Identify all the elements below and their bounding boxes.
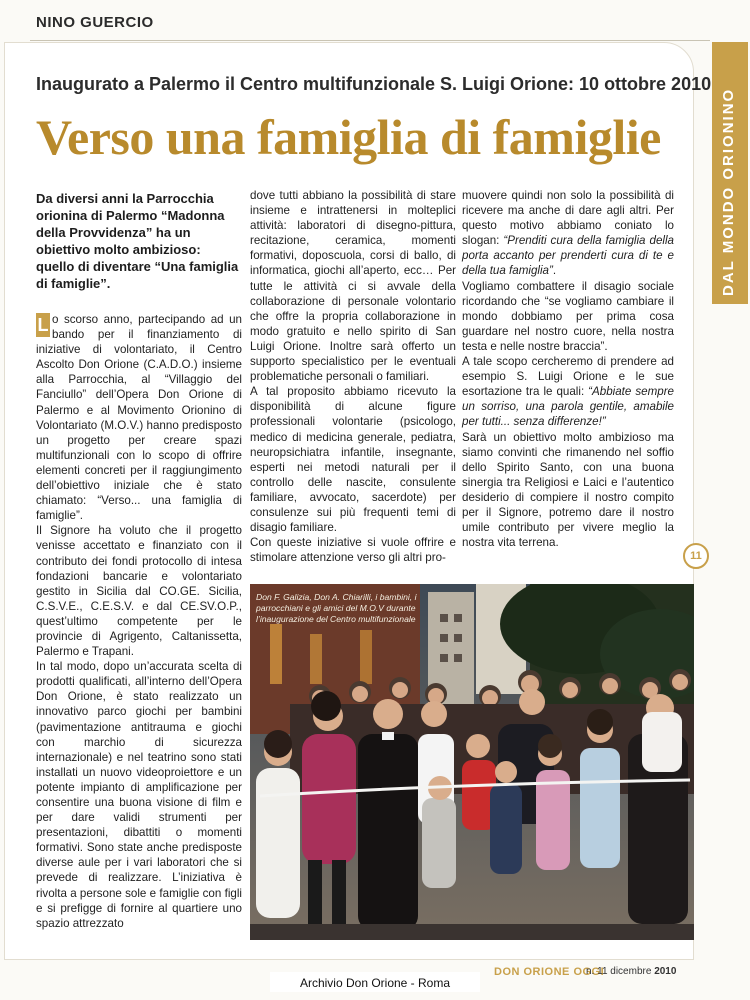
paragraph: In tal modo, dopo un’accurata scelta di prodotti qualificati, all’interno dell’Opera Don Orione, è stato realizzato un innovativo parco giochi per bambini (pavimentazione antitrauma e giochi con marchio di sicurezza internazionale) e nel teatrino sono stati installati un nuovo videoproiettore e un potente impianto di amplificazione per consentire una buona visione di film e per dare validi strumenti per presentazioni, dibattiti o momenti formativi. Sono state anche predisposte diverse aule per i vari laboratori che si prevede di realizzare. L’iniziativa è rivolta a persone sole e famiglie con figli e si prefigge di fornire al quartiere uno spazio attrezzato	[36, 660, 242, 930]
article-headline: Verso una famiglia di famiglie	[36, 109, 661, 165]
orione-quote: “Abbiate sempre un sorriso, una parola gentile, amabile per tutti... senza differenze!”	[462, 385, 675, 429]
paragraph-text: A tale scopo cercheremo di prendere ad esempio S. Luigi Orione e le sue esortazione tra le quali:	[462, 355, 674, 399]
text-column-1	[36, 312, 242, 931]
paragraph: A tal proposito abbiamo ricevuto la disponibilità di alcune figure professionali volontarie (psicologo, medico di medicina generale, pediatra, neuropsichiatra infantile, insegnante, esperti nei metodi naturali per il controllo delle nascite, consulente familiare, avvocato, sacerdote) per consulenze sui più frequenti temi di disagio familiare.	[250, 385, 456, 535]
issue-year: 2010	[654, 966, 677, 977]
paragraph-text: muovere quindi non solo la possibilità di ricevere ma anche di dare agli altri. Per questo motivo abbiamo coniato lo slogan:	[462, 189, 674, 248]
paragraph: dove tutti abbiano la possibilità di stare insieme e intrattenersi in molteplici attività: laboratori di disegno-pittura, recitazione, ceramica, momenti formativi, doposcuola, corsi di ballo, di informatica, giochi all’aperto, ecc… Per tutte le attività ci si avvale della collaborazione di personale volontario che offre la propria collaborazione in modo gratuito e nello spirito di San Luigi Orione. Inoltre sarà offerto un supporto specialistico per le eventuali problematiche personali o familiari.	[250, 189, 456, 384]
paragraph: Vogliamo combattere il disagio sociale ricordando che “se vogliamo cambiare il mondo dobbiamo per prima cosa guardare nel nostro cuore, nella nostra testa e nelle nostre braccia”.	[462, 279, 674, 353]
event-subtitle: Inaugurato a Palermo il Centro multifunzionale S. Luigi Orione: 10 ottobre 2010	[36, 74, 712, 94]
article-lead: Da diversi anni la Parrocchia orionina di Palermo “Madonna della Provvidenza” ha un obiettivo molto ambizioso: quello di diventare “Una famiglia di famiglie”.	[36, 191, 239, 291]
paragraph-text: .	[552, 264, 557, 278]
header-rule	[30, 40, 710, 41]
paragraph: Sarà un obiettivo molto ambizioso ma siamo convinti che rimanendo nel soffio dello Spirito Santo, con una buona sinergia tra Religiosi e Laici e l’autentico desiderio di compiere il nostro compito per il Signore, potremo dare il nostro umile contributo per vivere meglio la nostra vita terrena.	[462, 430, 674, 550]
slogan-quote: “Prenditi cura della famiglia della porta accanto per prenderti cura di te e della tua famiglia”	[462, 234, 674, 278]
paragraph	[462, 188, 674, 279]
paragraph: Il Signore ha voluto che il progetto venisse accettato e finanziato con il contributo dei fondi protocollo di intesa fondazioni bancarie e volontariato gestito in Sicilia dal CO.GE. Sicilia, C.S.V.E., C.E.S.V. e dal CE.SV.O.P., quest’ultimo competente per le provincie di Agrigento, Caltanissetta, Palermo e Trapani.	[36, 524, 242, 659]
inauguration-photo	[250, 584, 694, 940]
paragraph-text: o scorso anno, partecipando ad un bando per il finanziamento di iniziative di volontariato, il Centro Ascolto Don Orione (C.A.D.O.) insieme alla Parrocchia, al “Villaggio del Fanciullo” dell’Opera Don Orione di Palermo e al Movimento Orionino di Volontariato (M.O.V.) hanno predisposto un progetto per creare spazi multifunzionali con lo scopo di offrire elementi concreti per il raggiungimento dell’obiettivo iniziale che è stato chiamato: “Verso... una famiglia di famiglie”.	[36, 313, 242, 523]
author-name: NINO GUERCIO	[36, 14, 154, 31]
photo-illustration	[250, 584, 694, 940]
paragraph	[36, 312, 242, 523]
paragraph: Con queste iniziative si vuole offrire e stimolare attenzione verso gli altri pro-	[250, 536, 456, 565]
photo-caption: Don F. Galizia, Don A. Chiarilli, i bambini, i parrocchiani e gli amici del M.O.V durante l’inaugurazione del Centro multifunzionale	[256, 592, 417, 624]
archive-label: Archivio Don Orione - Roma	[299, 976, 451, 990]
text-column-2	[250, 188, 456, 565]
issue-number: n. 11 dicembre	[586, 966, 652, 977]
text-column-3	[462, 188, 674, 550]
page-number-badge: 11	[683, 543, 709, 569]
drop-cap: L	[37, 315, 49, 335]
section-tab	[712, 42, 748, 304]
magazine-name: DON ORIONE OGGI	[494, 966, 605, 978]
section-label: DAL MONDO ORIONINO	[720, 87, 737, 296]
paragraph	[462, 354, 674, 429]
